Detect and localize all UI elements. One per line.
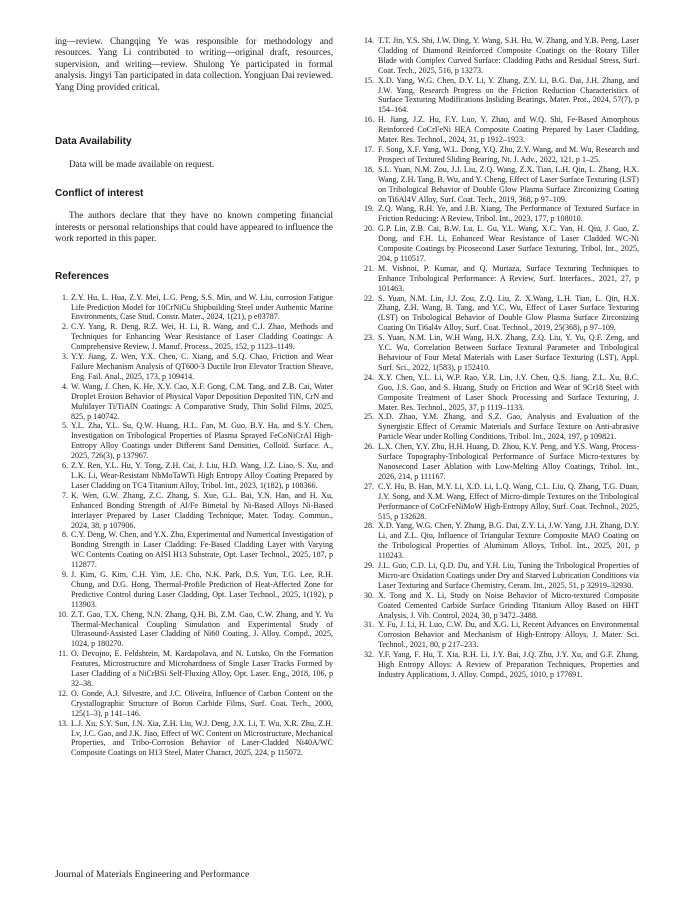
reference-item [55,610,333,650]
reference-item [361,650,639,680]
references-heading: References [55,270,109,282]
reference-item [361,224,639,264]
reference-number: 24. [363,372,374,382]
conflict-heading: Conflict of interest [55,188,144,200]
reference-text: S.L. Yuan, N.M. Zou, J.J. Liu, Z.Q. Wang, Z.X. Tian, L.H. Qin, L. Zhang, H.X. Wang, Z.H. Tang, B. Wu, and Y. Cheng, Effect of Laser Surface Texturing (LST) on Tribological Behavior of Double Glow Plasma Surface Zirconizing Coating on Ti6Al4V Alloy, Surf. Coat. Tech., 2019, 368, p 97–109. [378,164,639,204]
reference-number: 22. [363,293,374,303]
reference-item [55,491,333,531]
reference-item [361,165,639,205]
reference-number: 25. [363,412,374,422]
reference-number: 1. [61,292,68,302]
reference-number: 18. [363,164,374,174]
reference-item [55,689,333,719]
reference-number: 21. [363,263,374,273]
reference-number: 9. [61,570,68,580]
reference-item [361,412,639,442]
reference-text: X.D. Zhao, Y.M. Zhang, and S.Z. Gao, Analysis and Evaluation of the Synergistic Effect of Ceramic Materials and Surface Texture on Anti-abrasive Particle Wear under Rolling Conditions, Tribol. Int., 2024, 197, p 109821. [378,412,639,442]
reference-item [55,649,333,689]
reference-text: X.D. Yang, W.G. Chen, D.Y. Li, Y. Zhang, Z.Y. Li, B.G. Dai, J.H. Zhang, and J.W. Yang, Research Progress on the Friction Reduction Characteristics of Surface Texturing Modifications Insliding Bearings, Mater. Prot., 2024, 57(7), p 154–164. [378,75,639,115]
reference-text: Z.Y. Hu, L. Hua, Z.Y. Mei, L.G. Peng, S.S. Min, and W. Liu, corrosion Fatigue Life Prediction Model for 10CrNiCu Shipbuilding Steel under Authentic Marine Environments, Case Stud. Constr. Mater., 2024, 1(21), p e03787. [71,292,333,322]
reference-number: 7. [61,490,68,500]
data-availability-heading: Data Availability [55,136,132,148]
reference-item [361,204,639,224]
reference-item [55,570,333,610]
reference-number: 20. [363,224,374,234]
data-availability-text: Data will be made available on request. [69,159,215,170]
reference-item [55,530,333,570]
reference-text: O. Conde, A.J. Silvestre, and J.C. Oliveira, Influence of Carbon Content on the Crystallographic Structure of Boron Carbide Films, Surf. Coat. Tech., 2000, 125(1–3), p 141–146. [71,688,333,718]
reference-item [55,352,333,382]
reference-text: S. Yuan, N.M. Lin, J.J. Zou, Z.Q. Liu, Z. X.Wang, L.H. Tian, L. Qin, H.X. Zhang, Z.H. Wang, B. Tang, and Y.C. Wu, Effect of Laser Surface Texturing (LST) on Tribological Behavior of Double Glow Plasma Surface Zirconizing Coating On Ti6al4v Alloy, Surf. Coat. Technol., 2019, 25(368), p 97–109. [378,293,639,333]
reference-item [361,442,639,482]
reference-text: C.Y. Yang, R. Deng, R.Z. Wei, H. Li, R. Wang, and C.J. Zhao, Methods and Techniques for Enhancing Wear Resistance of Laser Cladding Coatings: A Comprehensive Review, J. Manuf. Process., 2025, 152, p 1123–1149. [71,322,333,352]
reference-text: Z.Y. Ren, Y.L. Hu, Y. Tong, Z.H. Cai, J. Liu, H.D. Wang, J.Z. Liao, S. Xu, and L.K. Li, Wear-Resistant NbMoTaWTi High Entropy Alloy Coating Prepared by Laser Cladding on TC4 Titanium Alloy, Tribol. Int., 2023, 1(182), p 108366. [71,461,333,490]
reference-text: J. Kim, G. Kim, C.H. Yim, J.E. Cho, N.K. Park, D.S. Yun, T.G. Lee, R.H. Chung, and D.G. Hong, Thermal-Profile Prediction of Heat-Affected Zone for Predictive Control during Laser Cladding, Opt. Laser Technol., 2025, 1(192), p 113903. [71,570,333,609]
reference-item [361,294,639,334]
reference-number: 30. [363,590,374,600]
reference-item [361,591,639,621]
reference-item [55,421,333,461]
reference-number: 6. [61,461,68,471]
reference-number: 11. [58,649,68,659]
reference-number: 16. [363,115,374,125]
reference-text: Y.Y. Jiang, Z. Wen, Y.X. Chen, C. Xiang, and S.Q. Chao, Friction and Wear Failure Mechanism Analysis of QT600-3 Ductile Iron Elevator Traction Sheave, Eng. Fail. Anal., 2025, 173, p 109414. [71,352,333,381]
reference-item [55,293,333,323]
reference-text: K. Wen, G.W. Zhang, Z.C. Zhang, S. Xue, G.L. Bai, Y.N. Han, and H. Xu, Enhanced Bonding Strength of Al/Fe Bimetal by Ni-Based Alloys Ni-Based Interlayer Prepared by Laser Cladding Technique, Mater. Today. Commun., 2024, 38, p 107906. [71,490,333,530]
reference-item [361,36,639,76]
reference-text: H. Jiang, J.Z. Hu, F.Y. Luo, Y. Zhao, and W.Q. Shi, Fe-Based Amorphous Reinforced CoCrFeNi HEA Composite Coating Prepared by Laser Cladding, Mater. Res. Technol., 2024, 31, p 1912–1923. [378,115,639,145]
reference-text: Z.Q. Wang, R.H. Ye, and J.B. Xiang, The Performance of Textured Surface in Friction Reducing: A Review, Tribol. Int., 2023, 177, p 108010. [378,204,639,224]
reference-number: 23. [363,333,374,343]
reference-item [361,115,639,145]
reference-text: X.D. Yang, W.G. Chen, Y. Zhang, B.G. Dai, Z.Y. Li, J.W. Yang, J.H. Zhang, D.Y. Li, and Z.L. Qiu, Influence of Triangular Texture Composite MAO Coating on the Tribological Properties of Aluminum Alloys, Tribol. Int., 2025, 201, p 110243. [378,521,639,561]
reference-item [361,264,639,294]
reference-item [361,373,639,413]
reference-number: 8. [61,530,68,540]
reference-number: 29. [363,561,374,571]
reference-text: M. Vishnoi, P. Kumar, and Q. Murtaza, Surface Texturing Techniques to Enhance Tribological Performance: A Review, Surf. Interfaces., 2021, 27, p 101463. [378,263,639,293]
reference-item [361,620,639,650]
reference-text: L.X. Chen, Y.Y. Zhu, H.H. Huang, D. Zhou, K.Y. Peng, and Y.S. Wang, Process-Surface Topography-Tribological Performance of Surface Micro-textures by Nanosecond Laser Ablation with Low-Melting Alloy Coatings, Tribol. Int., 2026, 214, p 111167. [378,442,639,481]
reference-text: C.Y. Deng, W. Chen, and Y.X. Zhu, Experimental and Numerical Investigation of Bonding Strength in Laser Cladding: Fe-Based Cladding Layer with Varying WC Contents Coating on AISI H13 Substrate, Opt. Laser Technol., 2025, 187, p 112877. [71,530,333,570]
reference-number: 17. [363,144,374,154]
reference-number: 32. [363,650,374,660]
author-contributions-tail: ing—review. Changqing Ye was responsible for methodology and resources. Yang Li contributed to writing—original draft, resources, supervision, and writing—review. Shulong Ye participated in formal analysis. Jingyi Tan participated in data collection. Yongjuan Dai reviewed. Yang Ding provided critical. [55,36,333,92]
reference-item [361,561,639,591]
reference-text: F. Song, X.F. Yang, W.L. Dong, Y.Q. Zhu, Z.Y. Wang, and M. Wu, Research and Prospect of Textured Sliding Bearing, Nt. J. Adv., 2022, 121, p 1–25. [378,144,639,164]
reference-number: 15. [363,75,374,85]
reference-text: Z.T. Gao, T.X. Cheng, N.N. Zhang, Q.H. Bi, Z.M. Gao, C.W. Zhang, and Y. Yu Thermal-Mechanical Coupling Simulation and Experimental Study of Ultrasound-Assisted Laser Cladding of Ni60 Coating, J. Alloy. Compd., 2025, 1024, p 180270. [71,609,333,649]
reference-text: W. Wang, J. Chen, K. He, X.Y. Cao, X.F. Gong, C.M. Tang, and Z.B. Cai, Water Droplet Erosion Behavior of Physical Vapor Deposition Deposited TiN, CrN and Multilayer Ti/TiAlN Coatings: A Comparative Study, Thin Solid Films, 2025, 825, p 140742. [71,381,333,421]
reference-item [361,76,639,116]
reference-number: 10. [57,609,68,619]
right-column [361,36,639,680]
reference-item [361,333,639,373]
reference-number: 19. [363,204,374,214]
reference-number: 13. [57,718,68,728]
reference-item [361,521,639,561]
conflict-text: The authors declare that they have no known competing financial interests or personal relationships that could have appeared to influence the work reported in this paper. [55,210,333,244]
reference-number: 26. [363,442,374,452]
reference-item [361,145,639,165]
reference-text: X.Y. Chen, Y.L. Li, W.P. Rao, Y.R. Lin, J.Y. Chen, Q.S. Jiang, Z.L. Xu, B.C. Guo, J.S. Gao, and S. Huang, Study on Friction and Wear of 9Cr18 Steel with Composite Treatment of Laser Shock Processing and Surface Texturing, J. Mater. Res. Technol., 2025, 37, p 1119–1133. [378,372,639,412]
journal-footer: Journal of Materials Engineering and Performance [55,869,250,880]
reference-item [55,719,333,759]
reference-number: 5. [61,421,68,431]
reference-text: G.P. Lin, Z.B. Cai, B.W. Lu, L. Gu, Y.L. Wang, X.C. Yan, H. Qiu, J. Guo, Z. Dong, and F.H. Li, Enhanced Wear Resistance of Laser Cladded WC-Ni Composite Coatings by Picosecond Laser Surface Texturing, Tribol. Int., 2025, 204, p 110517. [378,224,639,263]
reference-number: 27. [363,481,374,491]
reference-text: J.L. Guo, C.D. Li, Q.D. Du, and Y.H. Liu, Tuning the Tribological Properties of Micro-arc Oxidation Coatings under Dry and Starved Lubrication Conditions via Laser Texturing and Surface Chemistry, Ceram. Int., 2025, 51, p 32919–32930. [378,561,639,590]
references-list-left [55,293,333,759]
reference-number: 28. [363,521,374,531]
reference-item [361,482,639,522]
reference-text: Y. Fu, J. Li, H. Luo, C.W. Du, and X.G. Li, Recent Advances on Environmental Corrosion Behavior and Mechanism of High-Entropy Alloys, J. Mater. Sci. Technol., 2021, 80, p 217–233. [378,620,639,650]
reference-number: 14. [363,36,374,45]
reference-text: T.T. Jin, Y.S. Shi, J.W. Ding, Y. Wang, S.H. Hu, W. Zhang, and Y.B. Peng, Laser Cladding of Diamond Reinforced Composite Coatings on the Rotary Tiller Blade with Complex Curved Surface: Cladding Paths and Residual Stress, Surf. Coat. Tech., 2025, 516, p 13273. [378,36,639,75]
reference-item [55,461,333,491]
reference-number: 3. [61,352,68,362]
reference-text: O. Devojno, E. Feldshtein, M. Kardapolava, and N. Lutsko, On the Formation Features, Microstructure and Microhardness of Single Laser Tracks Formed by Laser Cladding of a NiCrBSi Self-Fluxing Alloy, Opt. Laser. Eng., 2018, 106, p 32–38. [71,649,333,688]
reference-text: L.J. Xu, S.Y. Sun, J.N. Xia, Z.H. Liu, W.J. Deng, J.X. Li, T. Wu, X.R. Zhu, Z.H. Lv, J.C. Gao, and J.K. Jiao, Effect of WC Content on Microstructure, Mechanical Properties, and Tribo-Corrosion Behavior of Laser-Cladded Ni40A/WC Composite Coatings on H13 Steel, Mater Charact, 2025, 224, p 115072. [71,718,333,758]
reference-text: Y.F. Yang, F. Hu, T. Xia, R.H. Li, J.Y. Bai, J.Q. Zhu, J.Y. Xu, and G.F. Zhang, High Entropy Alloys: A Review of Preparation Techniques, Properties and Industry Applications, J. Alloy. Compd., 2025, 1010, p 177691. [378,650,639,679]
reference-text: C.Y. Hu, B. Han, M.Y. Li, X.D. Li, L.Q. Wang, C.L. Liu, Q. Zhang, T.G. Duan, J.Y. Song, and X.M. Wang, Effect of Micro-dimple Textures on the Tribological Performance of CoCrFeNiMoW High-Entropy Alloy, Surf. Coat. Technol., 2025, 515, p 132628. [378,481,640,521]
reference-number: 12. [57,688,68,698]
reference-text: X. Tong and X. Li, Study on Noise Behavior of Micro-textured Composite Coated Cemented Carbide Surface Grinding Titanium Alloy Based on HHT Analysis, J. Vib. Control, 2024, 30, p 3472–3488. [378,590,639,620]
reference-number: 4. [61,381,68,391]
reference-item [55,322,333,352]
reference-text: S. Yuan, N.M. Lin, W.H Wang, H.X. Zhang, Z.Q. Liu, Y. Yu, Q.F. Zeng, and Y.C. Wu, Correlation Between Surface Textural Parameter and Tribological Behaviour of Four Metal Materials with Laser Surface Texturing (LST), Appl. Surf. Sci., 2022, 1(583), p 152410. [378,333,639,372]
reference-number: 31. [363,620,374,630]
reference-item [55,382,333,422]
left-column [55,36,333,758]
references-list-right [361,36,639,680]
reference-number: 2. [61,322,68,332]
reference-text: Y.L. Zha, Y.L. Su, Q.W. Huang, H.L. Fan, M. Guo, B.Y. Ha, and S.Y. Chen, Investigation on Tribological Properties of Plasma Sprayed FeCoNiCrAl High-Entropy Alloy Coatings under Different Sand Densities, Colloid. Surface. A., 2025, 726(3), p 137967. [71,421,333,461]
